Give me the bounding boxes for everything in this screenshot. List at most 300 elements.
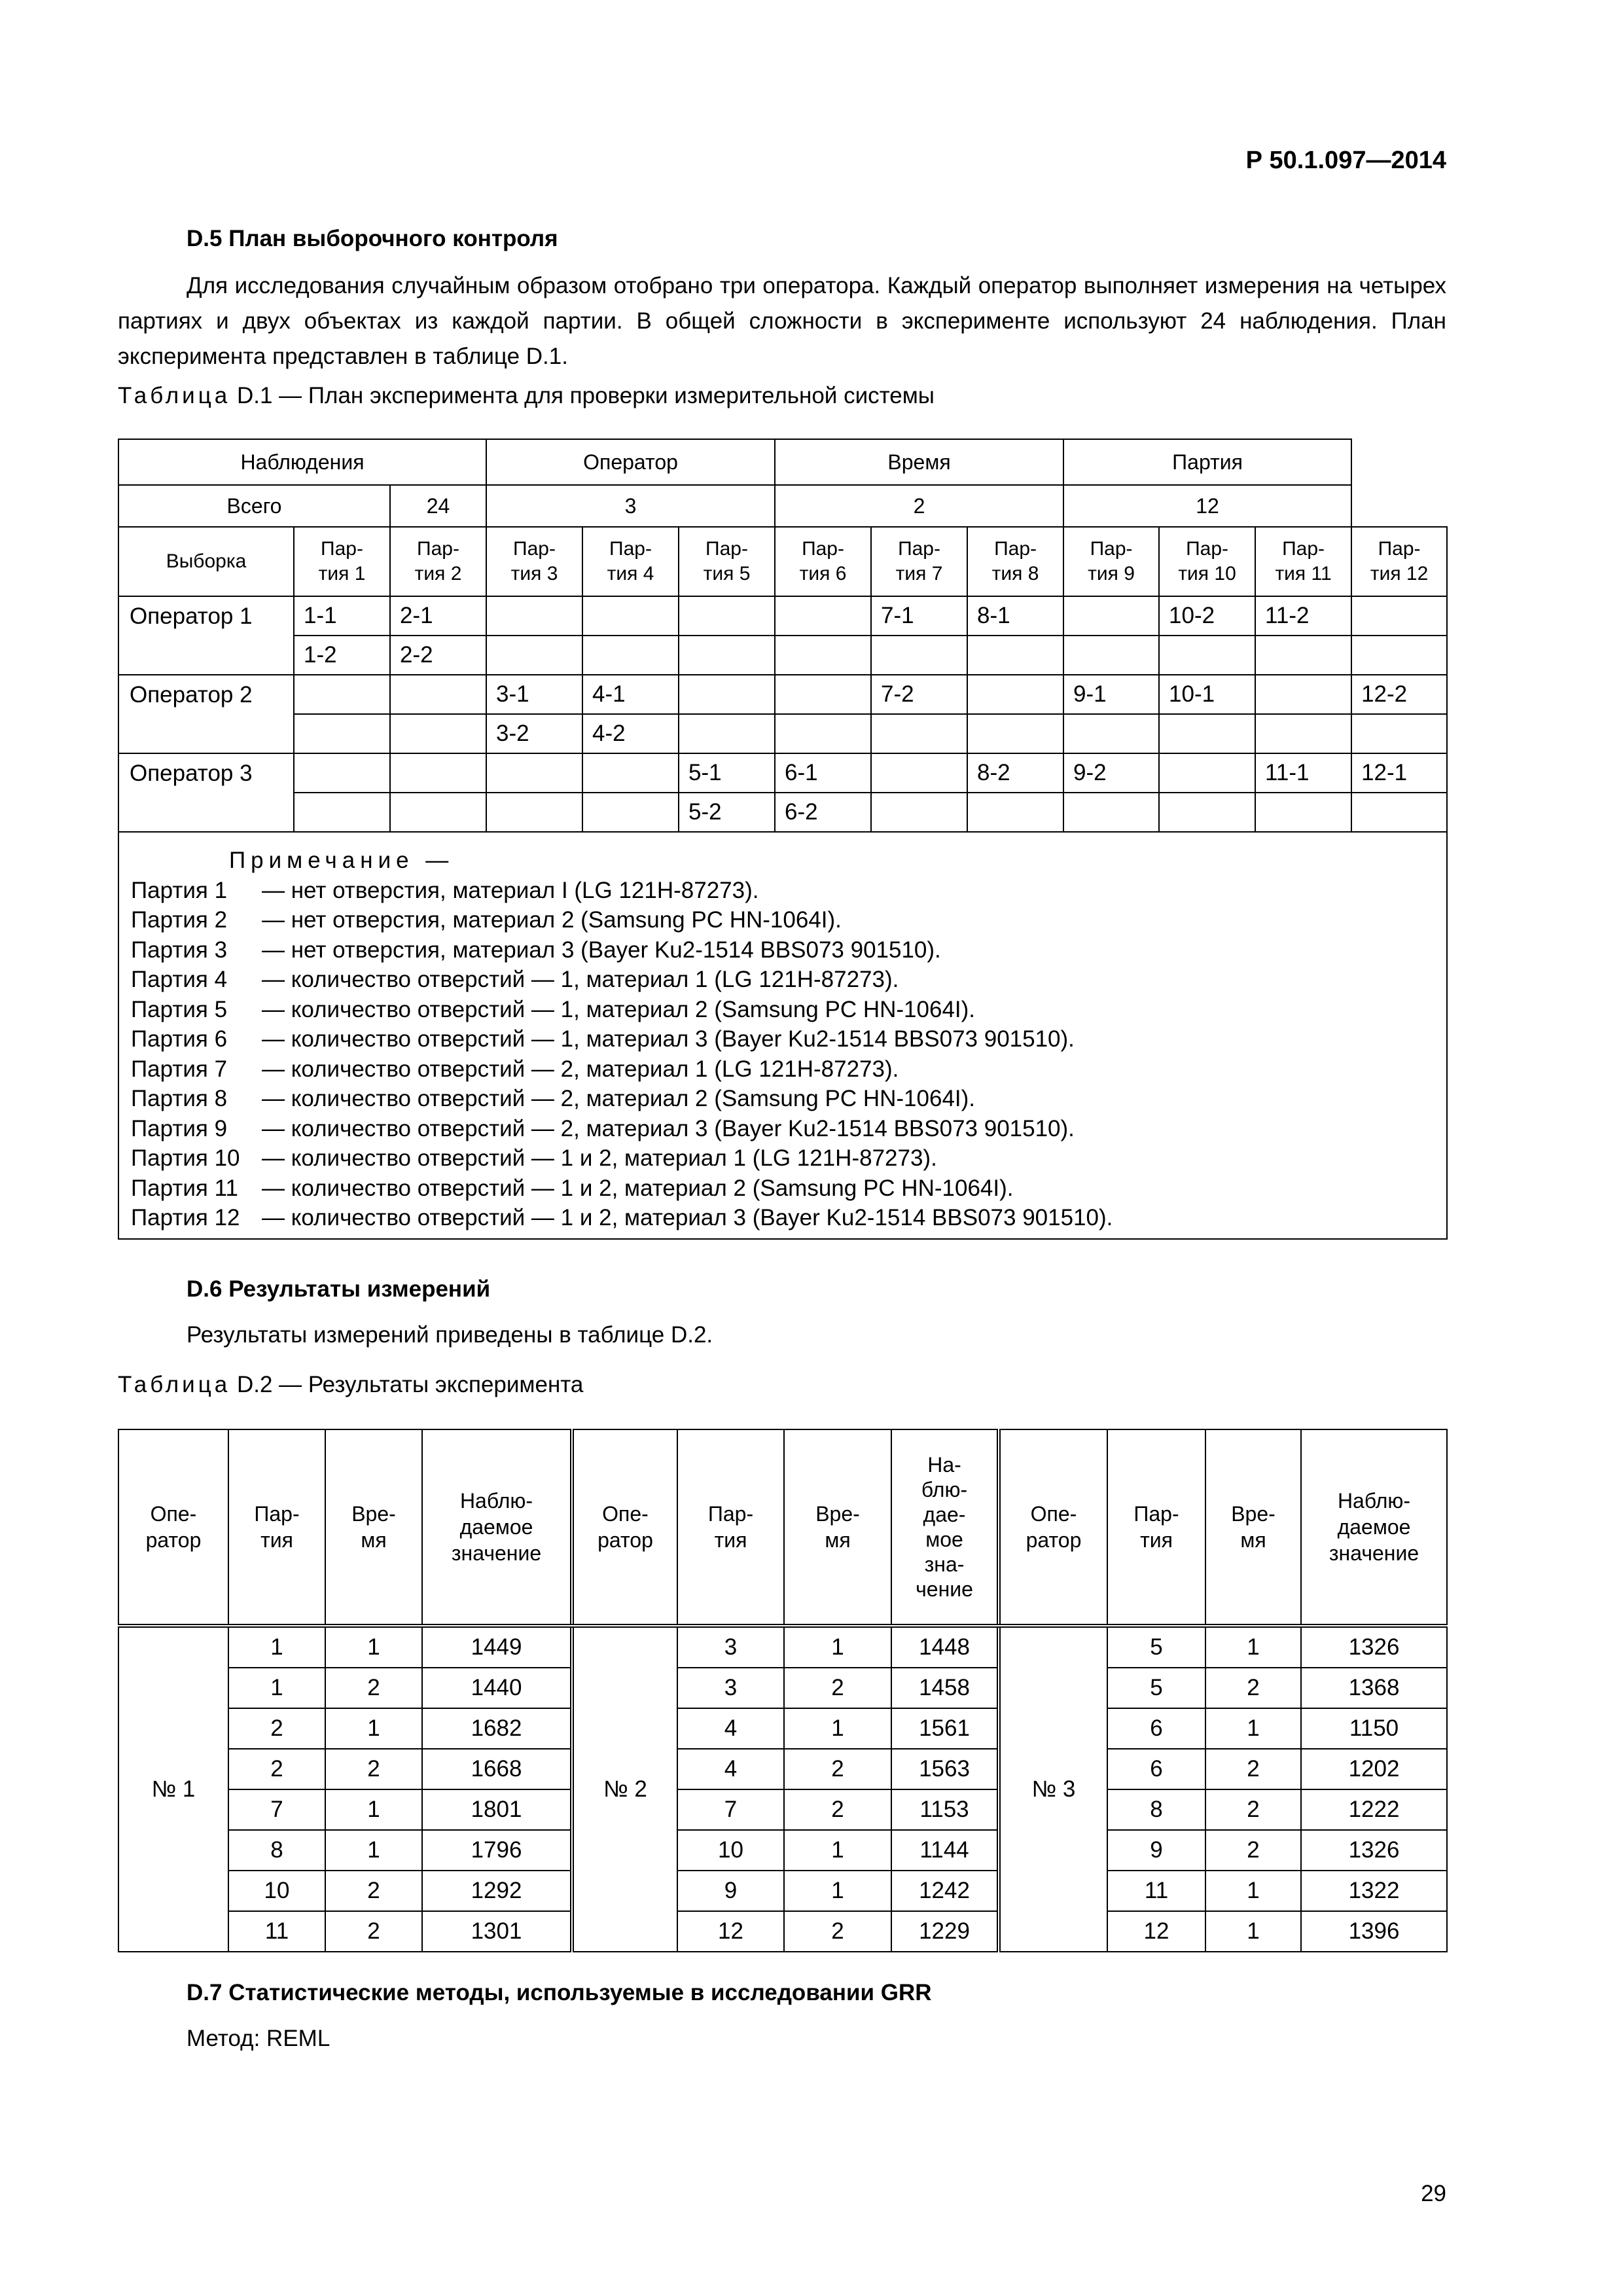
batch-column-header	[1255, 527, 1351, 596]
value-cell: 1292	[422, 1871, 572, 1911]
operator-number-cell: № 3	[999, 1626, 1107, 1952]
batch-cell: 1	[228, 1626, 325, 1668]
sample-cell	[967, 636, 1063, 675]
time-header-line: Вре-	[351, 1502, 396, 1526]
batch-header-line: Пар-	[417, 538, 459, 560]
time-cell: 1	[1205, 1911, 1301, 1952]
sample-cell	[1063, 596, 1159, 636]
time-cell: 1	[784, 1871, 891, 1911]
operator-number-cell: № 2	[572, 1626, 677, 1952]
sample-cell	[582, 793, 679, 832]
batch-cell: 3	[677, 1626, 784, 1668]
batch-column-header	[390, 527, 486, 596]
time-header	[1205, 1429, 1301, 1626]
note-line	[131, 1054, 1446, 1085]
sample-cell	[1159, 793, 1255, 832]
batch-column-header	[294, 527, 390, 596]
sample-cell: 5-2	[679, 793, 775, 832]
sample-cell	[1351, 793, 1447, 832]
header-row	[118, 1429, 1447, 1626]
batch-cell: 1	[228, 1668, 325, 1708]
operator-header-line: ратор	[597, 1528, 653, 1552]
batch-header-line: тия 1	[318, 563, 366, 584]
table-row	[118, 1708, 1447, 1749]
batch-header-line: тия	[714, 1528, 747, 1552]
sample-cell	[486, 596, 582, 636]
value-header	[1301, 1429, 1447, 1626]
sample-cell	[294, 753, 390, 793]
value-cell: 1326	[1301, 1626, 1447, 1668]
standard-number: Р 50.1.097—2014	[1245, 147, 1446, 174]
time-cell: 1	[1205, 1871, 1301, 1911]
value-cell: 1796	[422, 1830, 572, 1871]
sample-cell	[486, 793, 582, 832]
operator-name-cell	[118, 714, 294, 753]
value-cell: 1449	[422, 1626, 572, 1668]
batch-cell: 7	[677, 1789, 784, 1830]
batch-column-header	[871, 527, 967, 596]
table-row	[118, 753, 1447, 793]
note-text: — нет отверстия, материал I (LG 121H-87273).	[262, 877, 759, 903]
value-cell: 1301	[422, 1911, 572, 1952]
note-line	[131, 935, 1446, 965]
sample-cell	[775, 714, 871, 753]
batch-header-line: тия 6	[799, 563, 847, 584]
batch-cell: 12	[1107, 1911, 1205, 1952]
sample-cell: 12-2	[1351, 675, 1447, 714]
total-operators: 3	[486, 485, 775, 527]
time-cell: 1	[784, 1708, 891, 1749]
sample-cell: 12-1	[1351, 753, 1447, 793]
batch-column-header	[1351, 527, 1447, 596]
batch-header-line: тия 12	[1370, 563, 1429, 584]
operator-header-line: ратор	[145, 1528, 202, 1552]
batch-column-header	[582, 527, 679, 596]
sample-cell	[582, 596, 679, 636]
time-cell: 2	[784, 1911, 891, 1952]
time-header-line: Вре-	[815, 1502, 860, 1526]
value-cell: 1563	[891, 1749, 999, 1789]
batch-cell: 7	[228, 1789, 325, 1830]
batch-header-line: тия 4	[607, 563, 654, 584]
batch-cell: 3	[677, 1668, 784, 1708]
value-header-line: Наблю-	[1337, 1489, 1411, 1513]
note-title: Примечание —	[229, 848, 454, 873]
operator-header-line: Опе-	[150, 1502, 197, 1526]
note-text: — нет отверстия, материал 3 (Bayer Ku2-1514 BBS073 901510).	[262, 937, 941, 963]
batch-column-header	[1159, 527, 1255, 596]
section-d7-title: D.7 Статистические методы, используемые в исследовании GRR	[187, 1980, 932, 2005]
sample-cell: 8-2	[967, 753, 1063, 793]
sample-cell	[1255, 675, 1351, 714]
table-row	[118, 793, 1447, 832]
sample-cell	[486, 636, 582, 675]
batch-column-header	[1063, 527, 1159, 596]
value-cell: 1682	[422, 1708, 572, 1749]
batch-header-line: Пар-	[1090, 538, 1133, 560]
sample-cell	[390, 714, 486, 753]
note-line	[131, 1084, 1446, 1114]
total-batches: 12	[1063, 485, 1351, 527]
batch-header-line: Пар-	[609, 538, 652, 560]
sample-cell	[679, 636, 775, 675]
sample-cell	[294, 714, 390, 753]
time-cell: 2	[325, 1911, 422, 1952]
batch-cell: 10	[228, 1871, 325, 1911]
batch-header-line: тия 3	[510, 563, 558, 584]
batch-header	[677, 1429, 784, 1626]
batch-cell: 2	[228, 1708, 325, 1749]
sample-cell: 6-2	[775, 793, 871, 832]
sample-label: Выборка	[118, 527, 294, 596]
table-row	[118, 1911, 1447, 1952]
sample-cell	[390, 793, 486, 832]
time-header-line: мя	[361, 1528, 387, 1552]
sample-cell	[1351, 636, 1447, 675]
sample-cell: 1-2	[294, 636, 390, 675]
section-d7-method: Метод: REML	[187, 2026, 330, 2051]
batch-column-header	[486, 527, 582, 596]
value-cell: 1153	[891, 1789, 999, 1830]
batch-header-line: тия	[260, 1528, 293, 1552]
sample-cell	[390, 675, 486, 714]
batch-cell: 12	[677, 1911, 784, 1952]
note-line	[131, 905, 1446, 935]
note-text: — количество отверстий — 1 и 2, материал 1 (LG 121H-87273).	[262, 1145, 937, 1171]
batch-cell: 5	[1107, 1668, 1205, 1708]
batch-cell: 6	[1107, 1708, 1205, 1749]
note-batch-label: Партия 4	[131, 967, 228, 992]
table-row	[118, 1668, 1447, 1708]
note-batch-label: Партия 7	[131, 1056, 228, 1082]
batch-header-line: Пар-	[254, 1502, 300, 1526]
table-row	[118, 1626, 1447, 1668]
sample-cell	[1063, 793, 1159, 832]
sample-cell	[1063, 714, 1159, 753]
operator-name-cell: Оператор 2	[118, 675, 294, 714]
sample-cell	[582, 636, 679, 675]
table-row	[118, 714, 1447, 753]
sample-cell	[1255, 636, 1351, 675]
batch-header-line: тия 7	[895, 563, 943, 584]
time-header-line: Вре-	[1231, 1502, 1275, 1526]
sample-cell	[294, 675, 390, 714]
section-d5-title: D.5 План выборочного контроля	[187, 226, 558, 251]
sample-cell: 6-1	[775, 753, 871, 793]
header-operator: Оператор	[486, 439, 775, 485]
operator-name-cell	[118, 636, 294, 675]
value-header-line: блю-	[921, 1478, 968, 1501]
batch-header-line: тия 8	[991, 563, 1039, 584]
note-text: — количество отверстий — 1 и 2, материал 2 (Samsung PC HN-1064I).	[262, 1175, 1014, 1201]
time-cell: 2	[1205, 1789, 1301, 1830]
sample-cell: 4-2	[582, 714, 679, 753]
operator-header-line: Опе-	[602, 1502, 649, 1526]
note-batch-label: Партия 9	[131, 1115, 228, 1141]
operator-header	[572, 1429, 677, 1626]
section-d6-text: Результаты измерений приведены в таблице D.2.	[187, 1322, 713, 1348]
time-cell: 1	[1205, 1626, 1301, 1668]
sample-cell	[679, 714, 775, 753]
batch-header-line: Пар-	[705, 538, 748, 560]
table-row	[118, 1789, 1447, 1830]
time-cell: 1	[325, 1626, 422, 1668]
sample-cell: 3-1	[486, 675, 582, 714]
sample-cell	[1063, 636, 1159, 675]
note-text: — количество отверстий — 1, материал 3 (Bayer Ku2-1514 BBS073 901510).	[262, 1026, 1075, 1052]
time-cell: 1	[784, 1626, 891, 1668]
batch-column-header	[967, 527, 1063, 596]
time-cell: 2	[784, 1749, 891, 1789]
value-header-line: значение	[1329, 1541, 1419, 1565]
table-d2	[118, 1429, 1448, 1952]
batch-header-line: Пар-	[513, 538, 556, 560]
value-cell: 1326	[1301, 1830, 1447, 1871]
batch-column-header	[775, 527, 871, 596]
value-header-line: зна-	[924, 1552, 965, 1576]
value-header	[422, 1429, 572, 1626]
value-header	[891, 1429, 999, 1626]
sample-cell	[582, 753, 679, 793]
batch-cell: 10	[677, 1830, 784, 1871]
note-text: — количество отверстий — 1 и 2, материал 3 (Bayer Ku2-1514 BBS073 901510).	[262, 1205, 1113, 1230]
value-cell: 1202	[1301, 1749, 1447, 1789]
time-cell: 1	[1205, 1708, 1301, 1749]
sample-cell	[871, 793, 967, 832]
value-cell: 1448	[891, 1626, 999, 1668]
note-batch-label: Партия 11	[131, 1175, 238, 1201]
value-cell: 1440	[422, 1668, 572, 1708]
operator-number-cell: № 1	[118, 1626, 228, 1952]
note-batch-label: Партия 8	[131, 1086, 228, 1111]
table-row	[118, 675, 1447, 714]
note-line	[131, 1143, 1446, 1174]
operator-header	[118, 1429, 228, 1626]
sample-cell: 2-1	[390, 596, 486, 636]
note-batch-label: Партия 6	[131, 1026, 228, 1052]
batch-header-line: тия 11	[1275, 563, 1332, 584]
note-line	[131, 1203, 1446, 1233]
value-cell: 1242	[891, 1871, 999, 1911]
sample-cell	[1159, 714, 1255, 753]
sample-cell: 5-1	[679, 753, 775, 793]
operator-header-line: ратор	[1026, 1528, 1082, 1552]
sample-cell: 10-1	[1159, 675, 1255, 714]
value-header-line: мое	[925, 1528, 963, 1551]
sample-cell: 4-1	[582, 675, 679, 714]
batch-header-line: тия 5	[703, 563, 751, 584]
value-cell: 1368	[1301, 1668, 1447, 1708]
table-row	[118, 636, 1447, 675]
table-row	[118, 1871, 1447, 1911]
sample-cell	[871, 636, 967, 675]
note-line	[131, 876, 1446, 906]
value-cell: 1458	[891, 1668, 999, 1708]
batch-header	[228, 1429, 325, 1626]
time-cell: 1	[325, 1830, 422, 1871]
value-cell: 1222	[1301, 1789, 1447, 1830]
sample-cell	[967, 793, 1063, 832]
batch-cell: 4	[677, 1708, 784, 1749]
note-line	[131, 965, 1446, 995]
sample-cell	[294, 793, 390, 832]
batch-cell: 8	[228, 1830, 325, 1871]
note-text: — количество отверстий — 1, материал 1 (LG 121H-87273).	[262, 967, 899, 992]
table-row	[118, 1749, 1447, 1789]
time-header-line: мя	[1240, 1528, 1266, 1552]
sample-cell: 9-1	[1063, 675, 1159, 714]
note-text: — количество отверстий — 1, материал 2 (Samsung PC HN-1064I).	[262, 996, 976, 1022]
sample-cell: 8-1	[967, 596, 1063, 636]
batch-header-line: Пар-	[1282, 538, 1325, 560]
batch-header-line: Пар-	[994, 538, 1037, 560]
batch-cell: 9	[1107, 1830, 1205, 1871]
time-cell: 2	[1205, 1749, 1301, 1789]
time-cell: 2	[1205, 1830, 1301, 1871]
time-cell: 2	[325, 1668, 422, 1708]
time-cell: 2	[1205, 1668, 1301, 1708]
batch-cell: 11	[228, 1911, 325, 1952]
value-cell: 1396	[1301, 1911, 1447, 1952]
sample-cell	[486, 753, 582, 793]
sample-cell	[679, 596, 775, 636]
batch-header-line: Пар-	[898, 538, 940, 560]
value-cell: 1144	[891, 1830, 999, 1871]
batch-cell: 5	[1107, 1626, 1205, 1668]
time-cell: 2	[784, 1789, 891, 1830]
total-label: Всего	[118, 485, 390, 527]
sample-cell: 10-2	[1159, 596, 1255, 636]
section-d5-paragraph: Для исследования случайным образом отобрано три оператора. Каждый оператор выполняет измерения на четырех партиях и двух объектах из каждой партии. В общей сложности в эксперименте используют 24 наблюдения. План эксперимента представлен в таблице D.1.	[118, 273, 1446, 369]
batch-column-header	[679, 527, 775, 596]
batch-header-line: тия 9	[1088, 563, 1135, 584]
sample-cell	[390, 753, 486, 793]
table-d1	[118, 439, 1448, 1240]
time-cell: 2	[784, 1668, 891, 1708]
value-header-line: дае-	[923, 1503, 966, 1526]
note-text: — количество отверстий — 2, материал 1 (LG 121H-87273).	[262, 1056, 899, 1082]
note-text: — количество отверстий — 2, материал 2 (Samsung PC HN-1064I).	[262, 1086, 976, 1111]
value-cell: 1801	[422, 1789, 572, 1830]
note-line	[131, 1174, 1446, 1204]
value-cell: 1668	[422, 1749, 572, 1789]
sample-cell: 7-2	[871, 675, 967, 714]
sample-cell	[1351, 596, 1447, 636]
batch-cell: 8	[1107, 1789, 1205, 1830]
sample-cell	[1255, 714, 1351, 753]
operator-name-cell	[118, 793, 294, 832]
sample-cell	[775, 636, 871, 675]
sample-cell: 11-1	[1255, 753, 1351, 793]
sample-cell	[967, 714, 1063, 753]
time-cell: 1	[325, 1708, 422, 1749]
section-d6-title: D.6 Результаты измерений	[187, 1276, 491, 1302]
batch-header-line: Пар-	[1186, 538, 1228, 560]
operator-name-cell: Оператор 3	[118, 753, 294, 793]
sample-cell	[679, 675, 775, 714]
value-cell: 1322	[1301, 1871, 1447, 1911]
batch-header-line: Пар-	[707, 1502, 754, 1526]
value-header-line: значение	[451, 1541, 542, 1565]
note-text: — нет отверстия, материал 2 (Samsung PC HN-1064I).	[262, 907, 842, 933]
time-header-line: мя	[825, 1528, 851, 1552]
note-batch-label: Партия 1	[131, 877, 228, 903]
header-observations: Наблюдения	[118, 439, 486, 485]
operator-name-cell: Оператор 1	[118, 596, 294, 636]
table-d2-caption: Таблица D.2 — Результаты эксперимента	[118, 1372, 584, 1397]
header-batch: Партия	[1063, 439, 1351, 485]
sample-cell: 1-1	[294, 596, 390, 636]
value-header-line: даемое	[1337, 1515, 1411, 1539]
sample-cell	[775, 675, 871, 714]
sample-cell: 11-2	[1255, 596, 1351, 636]
note-batch-label: Партия 3	[131, 937, 228, 963]
batch-cell: 11	[1107, 1871, 1205, 1911]
sample-cell	[775, 596, 871, 636]
value-cell: 1229	[891, 1911, 999, 1952]
batch-header-line: Пар-	[321, 538, 363, 560]
sample-cell	[1351, 714, 1447, 753]
batch-header-line: тия	[1140, 1528, 1173, 1552]
time-cell: 1	[325, 1789, 422, 1830]
time-cell: 1	[784, 1830, 891, 1871]
note-batch-label: Партия 12	[131, 1205, 240, 1230]
note-batch-label: Партия 2	[131, 907, 228, 933]
value-header-line: Наблю-	[459, 1489, 533, 1513]
batch-header-line: Пар-	[1133, 1502, 1179, 1526]
sample-cell: 7-1	[871, 596, 967, 636]
sample-cell	[967, 675, 1063, 714]
batch-cell: 9	[677, 1871, 784, 1911]
note-batch-label: Партия 10	[131, 1145, 240, 1171]
sample-cell: 2-2	[390, 636, 486, 675]
sample-cell	[871, 753, 967, 793]
sample-cell: 9-2	[1063, 753, 1159, 793]
total-time: 2	[775, 485, 1063, 527]
time-cell: 2	[325, 1749, 422, 1789]
value-header-line: На-	[927, 1453, 961, 1477]
value-cell: 1150	[1301, 1708, 1447, 1749]
header-time: Время	[775, 439, 1063, 485]
sample-cell	[1159, 753, 1255, 793]
page-number: 29	[1421, 2181, 1446, 2206]
sample-cell	[1255, 793, 1351, 832]
time-header	[325, 1429, 422, 1626]
table-row	[118, 596, 1447, 636]
operator-header-line: Опе-	[1030, 1502, 1077, 1526]
batch-header-line: тия 10	[1178, 563, 1236, 584]
time-header	[784, 1429, 891, 1626]
total-observations: 24	[390, 485, 486, 527]
batch-header-line: Пар-	[1378, 538, 1421, 560]
batch-cell: 4	[677, 1749, 784, 1789]
sample-cell	[1159, 636, 1255, 675]
sample-cell: 3-2	[486, 714, 582, 753]
note-line	[131, 1114, 1446, 1144]
batch-header-line: Пар-	[802, 538, 844, 560]
batch-header-line: тия 2	[414, 563, 462, 584]
batch-header	[1107, 1429, 1205, 1626]
table-row	[118, 1830, 1447, 1871]
note-cell	[118, 832, 1447, 1239]
value-header-line: чение	[916, 1577, 973, 1601]
note-text: — количество отверстий — 2, материал 3 (Bayer Ku2-1514 BBS073 901510).	[262, 1115, 1075, 1141]
value-cell: 1561	[891, 1708, 999, 1749]
batch-cell: 2	[228, 1749, 325, 1789]
operator-header	[999, 1429, 1107, 1626]
note-line	[131, 995, 1446, 1025]
note-batch-label: Партия 5	[131, 996, 228, 1022]
